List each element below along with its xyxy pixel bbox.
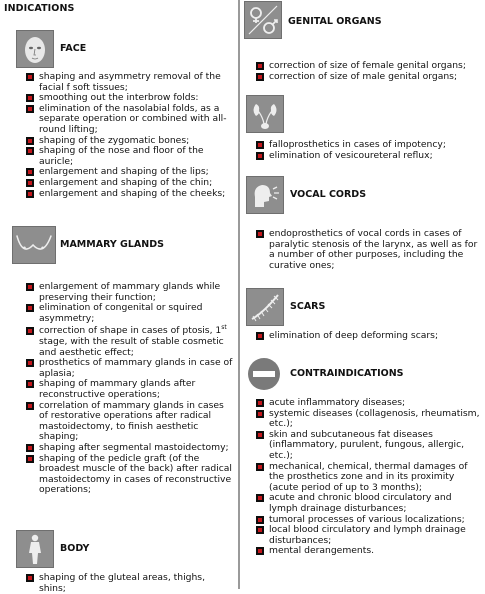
- face-section: [16, 30, 234, 199]
- list-item: elimination of vesicoureteral reflux;: [256, 151, 480, 162]
- list-item: correction of size of female genital organs;: [256, 61, 480, 72]
- list-item: shaping of the gluteal areas, thighs, shins;: [26, 573, 234, 594]
- scars-title: SCARS: [290, 301, 326, 312]
- bullet-icon: [256, 230, 264, 238]
- bullet-icon: [256, 494, 264, 502]
- gender-symbols-icon: [244, 1, 282, 39]
- bullet-icon: [256, 410, 264, 418]
- list-item: elimination of the nasolabial folds, as a separate operation or combined with all-round lifting;: [26, 104, 234, 136]
- list-item: enlargement and shaping of the chin;: [26, 178, 234, 189]
- list-item: mental derangements.: [256, 546, 480, 557]
- list-item: systemic diseases (collagenosis, rheumatism, etc.);: [256, 409, 480, 430]
- urology-list: [256, 140, 480, 161]
- list-item: shaping of the nose and floor of the auricle;: [26, 146, 234, 167]
- mammary-section: [12, 224, 234, 496]
- list-item: shaping of mammary glands after reconstructive operations;: [26, 379, 234, 400]
- bullet-icon: [26, 179, 34, 187]
- bullet-icon: [26, 190, 34, 198]
- list-item: correction of shape in cases of ptosis, 1st stage, with the result of stable cosmetic and aesthetic effect;: [26, 326, 234, 358]
- list-item: smoothing out the interbrow folds:: [26, 93, 234, 104]
- bullet-icon: [256, 332, 264, 340]
- bullet-icon: [26, 94, 34, 102]
- contra-title: CONTRAINDICATIONS: [290, 368, 404, 379]
- list-item: acute and chronic blood circulatory and lymph drainage disturbances;: [256, 493, 480, 514]
- list-item: shaping and asymmetry removal of the facial f soft tissues;: [26, 72, 234, 93]
- list-item: elimination of congenital or squired asymmetry;: [26, 303, 234, 324]
- contra-list: [256, 398, 480, 557]
- list-item: endoprosthetics of vocal cords in cases of paralytic stenosis of the larynx, as well as for a number of other purposes, including the curative ones;: [256, 229, 480, 271]
- genital-list: [256, 61, 480, 82]
- bullet-icon: [256, 73, 264, 81]
- list-item: enlargement and shaping of the cheeks;: [26, 189, 234, 200]
- no-entry-icon: [246, 356, 284, 394]
- face-title: FACE: [60, 43, 87, 54]
- bullet-icon: [26, 137, 34, 145]
- list-item: enlargement of mammary glands while preserving their function;: [26, 282, 234, 303]
- urology-section: [246, 95, 480, 161]
- bullet-icon: [26, 380, 34, 388]
- list-item: prosthetics of mammary glands in case of aplasia;: [26, 358, 234, 379]
- list-item: enlargement and shaping of the lips;: [26, 167, 234, 178]
- body-section: [16, 530, 234, 594]
- bullet-icon: [26, 304, 34, 312]
- list-item: falloprosthetics in cases of impotency;: [256, 140, 480, 151]
- genital-title: GENITAL ORGANS: [288, 16, 382, 27]
- bullet-icon: [256, 547, 264, 555]
- list-item: skin and subcutaneous fat diseases (inflammatory, purulent, fungous, allergic, etc.);: [256, 430, 480, 462]
- kidney-icon: [246, 95, 284, 133]
- vocal-list: [256, 229, 480, 271]
- vocal-title: VOCAL CORDS: [290, 189, 367, 200]
- bullet-icon: [26, 73, 34, 81]
- bullet-icon: [26, 147, 34, 155]
- bullet-icon: [256, 526, 264, 534]
- bullet-icon: [256, 399, 264, 407]
- scar-icon: [246, 288, 284, 326]
- bullet-icon: [256, 62, 264, 70]
- bullet-icon: [26, 283, 34, 291]
- list-item: shaping after segmental mastoidectomy;: [26, 443, 234, 454]
- bullet-icon: [26, 327, 34, 335]
- mammary-title: MAMMARY GLANDS: [60, 239, 164, 250]
- face-list: [26, 72, 234, 199]
- scars-list: [256, 331, 480, 342]
- list-item: local blood circulatory and lymph drainage disturbances;: [256, 525, 480, 546]
- list-item: shaping of the pedicle graft (of the broadest muscle of the back) after radical mastoidectomy in cases of reconstructive operations;: [26, 454, 234, 496]
- bullet-icon: [26, 455, 34, 463]
- mammary-list: [26, 282, 234, 496]
- body-title: BODY: [60, 543, 90, 554]
- scars-section: [246, 288, 480, 342]
- contra-section: [246, 356, 480, 557]
- bullet-icon: [26, 168, 34, 176]
- breast-icon: [12, 226, 56, 264]
- bullet-icon: [26, 105, 34, 113]
- list-item: correlation of mammary glands in cases of restorative operations after radical mastoidectomy, to finish aesthetic shaping;: [26, 401, 234, 443]
- speaking-head-icon: [246, 176, 284, 214]
- bullet-icon: [256, 152, 264, 160]
- vocal-section: [246, 176, 480, 271]
- genital-section: [244, 1, 480, 82]
- list-item: mechanical, chemical, thermal damages of the prosthetics zone and in its proximity (acute period of up to 3 months);: [256, 462, 480, 494]
- list-item: shaping of the zygomatic bones;: [26, 136, 234, 147]
- face-icon: [16, 30, 54, 68]
- list-item: correction of size of male genital organs;: [256, 72, 480, 83]
- bullet-icon: [256, 463, 264, 471]
- bullet-icon: [256, 141, 264, 149]
- bullet-icon: [26, 402, 34, 410]
- bullet-icon: [26, 359, 34, 367]
- bullet-icon: [256, 431, 264, 439]
- body-list: [26, 573, 234, 594]
- bullet-icon: [256, 516, 264, 524]
- list-item: acute inflammatory diseases;: [256, 398, 480, 409]
- column-divider: [238, 0, 240, 589]
- list-item: tumoral processes of various localizations;: [256, 515, 480, 526]
- bullet-icon: [26, 444, 34, 452]
- page-title: INDICATIONS: [4, 3, 75, 14]
- list-item: elimination of deep deforming scars;: [256, 331, 480, 342]
- body-icon: [16, 530, 54, 568]
- bullet-icon: [26, 574, 34, 582]
